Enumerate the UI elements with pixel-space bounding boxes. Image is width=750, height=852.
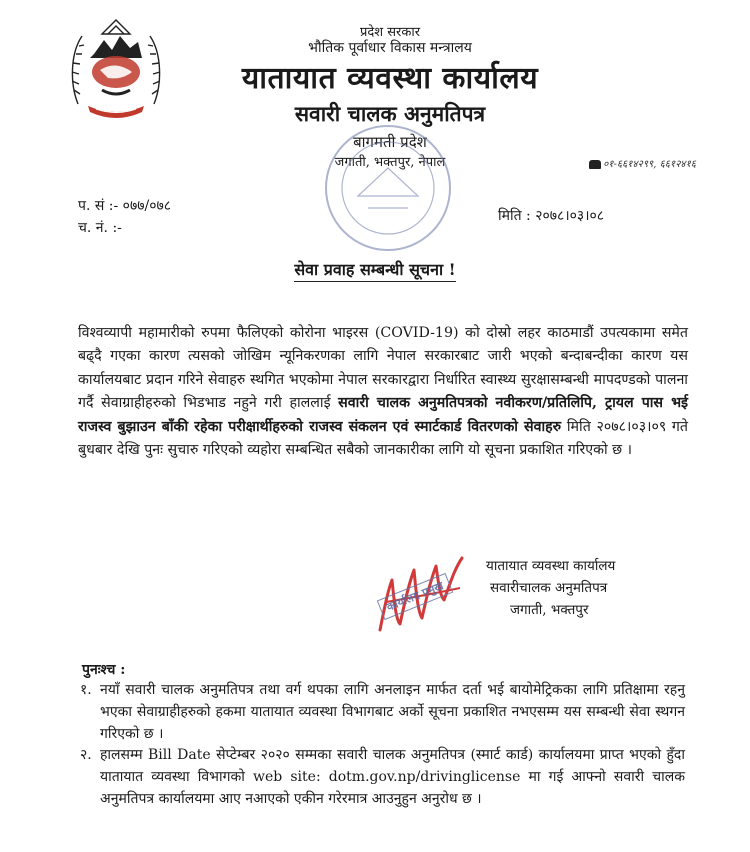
signature-department: सवारीचालक अनुमतिपत्र [490,580,608,596]
letter-number: प. सं :- ०७७/०७८ [78,198,172,214]
signature-office: यातायात व्यवस्था कार्यालय [486,558,616,574]
postscript-item [80,745,685,810]
notice-body [78,322,688,462]
province-label: बागमती प्रदेश [353,133,427,151]
signature-block [482,555,615,621]
office-chief-stamp: कार्यालय प्रमुख [377,573,454,620]
telephone-icon [589,160,601,169]
notice-body-bold: सवारी चालक अनुमतिपत्रको नवीकरण/प्रतिलिपि, ट्रायल पास भई राजस्व बुझाउन बाँकी रहेका परीक्षार्थीहरुको राजस्व संकलन एवं स्मार्टकार्ड वितरणको सेवाहरु [78,395,689,435]
nepal-emblem-icon [66,14,166,122]
postscript-item-number: २. [80,747,92,764]
government-label: प्रदेश सरकार [359,25,421,40]
office-round-stamp-icon [318,118,458,258]
postscript-item [80,680,685,745]
address-label: जगाती, भक्तपुर, नेपाल [334,155,446,170]
postscript-heading: पुनःश्च : [82,662,126,678]
postscript-list [80,680,685,811]
signature-location: जगाती, भक्तपुर [510,602,589,618]
dispatch-number: च. नं. :- [78,220,122,236]
phone-number [589,156,696,170]
postscript-item-text: नयाँ सवारी चालक अनुमतिपत्र तथा वर्ग थपका लागि अनलाइन मार्फत दर्ता भई बायोमेट्रिकका लागि प्रतिक्षामा रहनु भएका सेवाग्राहीहरुको हकमा यातायात व्यवस्था विभागबाट अर्को सूचना प्रकाशित नभएसम्म यस सम्बन्धी सेवा स्थगन गरिएको छ । [100,682,685,742]
notice-title: सेवा प्रवाह सम्बन्धी सूचना ! [294,260,455,282]
office-subtitle: सवारी चालक अनुमतिपत्र [294,101,486,126]
notice-body-part1: विश्वव्यापी महामारीको रुपमा फैलिएको कोरोना भाइरस (COVID-19) को दोस्रो लहर काठमाडौं उपत्यकामा समेत बढ्दै गएका कारण त्यसको जोखिम न्यूनिकरणका लागि नेपाल सरकारबाट जारी भएको बन्दाबन्दीका कारण यस कार्यालयबाट प्रदान गरिने सेवाहरु स्थगित भएकोमा नेपाल सरकारद्वारा निर्धारित स्वास्थ्य सुरक्षासम्बन्धी मापदण्डको पालना गर्दै सेवाग्राहीहरुको भिडभाड नहुने गरी हाललाई [78,325,688,412]
postscript-item-number: १. [80,682,92,698]
notice-title-wrap [0,258,750,280]
postscript-item-text: हालसम्म Bill Date सेप्टेम्बर २०२० सम्मका सवारी चालक अनुमतिपत्र (स्मार्ट कार्ड) कार्यालयमा प्राप्त भएको हुँदा यातायात व्यवस्था विभागको web site: dotm.gov.np/drivinglicense मा गई आफ्नो सवारी चालक अनुमतिपत्र कार्यालयमा आए नआएको एकीन गरेरमात्र आउनुहुन अनुरोध छ । [100,747,685,807]
office-title: यातायात व्यवस्था कार्यालय [241,61,539,96]
notice-body-part2: मिति २०७८।०३।०९ गते बुधबार देखि पुनः सुचारु गरिएको व्यहोरा सम्बन्धित सबैको जानकारीका लागि यो सूचना प्रकाशित गरिएको छ । [78,418,688,459]
phone-text: ०१-६६१४२९९, ६६१२४१६ [603,159,696,170]
ministry-label: भौतिक पूर्वाधार विकास मन्त्रालय [308,40,472,56]
notice-date: मिति : २०७८।०३।०८ [498,208,605,224]
